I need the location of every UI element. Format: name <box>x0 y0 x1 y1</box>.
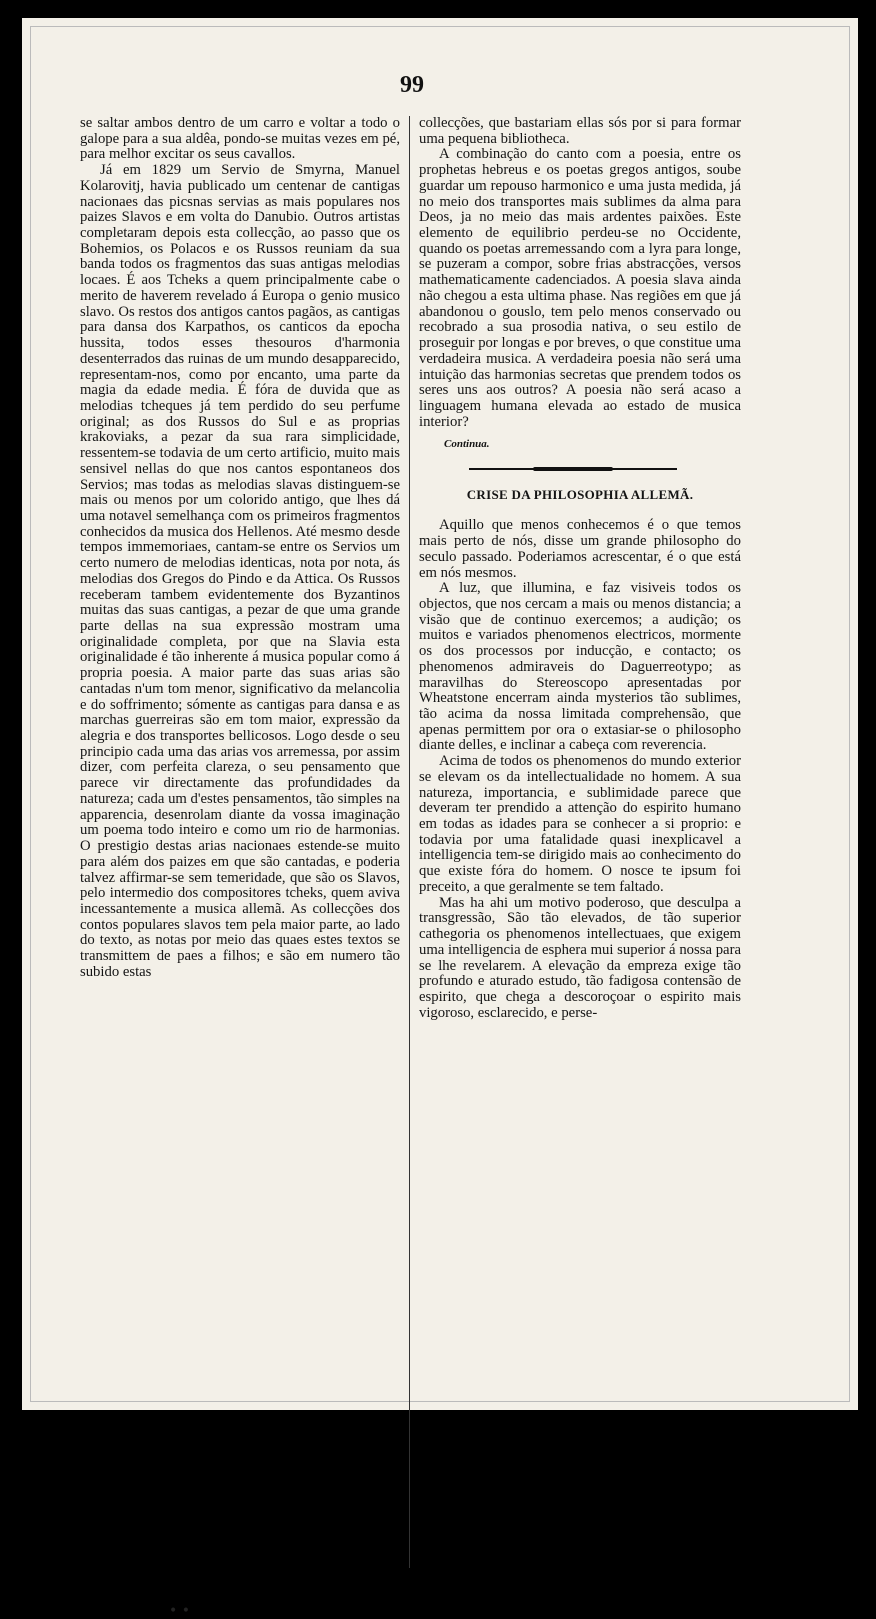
newspaper-page <box>22 18 858 1619</box>
section-paragraph-4: Mas ha ahi um motivo poderoso, que desculpa a transgressão, São tão elevados, de tão superior cathegoria os phenomenos intellectuaes, que exigem uma intelligencia de esphera mui superior á nossa para se lhe revelarem. A elevação da empreza exige tão profundo e aturado estudo, tão fadigosa contensão de espirito, que chega a descoroçoar o espirito mais vigoroso, esclarecido, e perse- <box>419 894 741 1021</box>
right-column <box>419 116 741 1021</box>
left-column <box>80 116 400 981</box>
right-paragraph-2: A combinação do canto com a poesia, entre os prophetas hebreus e os poetas gregos antigos, soube guardar um repouso harmonico e uma justa medida, já no meio dos transportes mais sublimes da alma para Deos, ja no meio das mais ardentes paixões. Este elemento de equilibrio perdeu-se no Occidente, quando os poetas arremessando com a lyra para longe, se puzeram a compor, sobre frias abstracções, versos mathematicamente cadenciados. A poesia slava ainda não chegou a esta ultima phase. Nas regiões em que já abandonou o gouslo, tem pelo menos conservado ou recobrado a sua prosodia nativa, o seu estilo de proseguir por longas e por breves, o que constitue uma verdadeira musica. A verdadeira poesia não será uma intuição das harmonias secretas que prendem todos os seres uns aos outros? A poesia não será acaso a linguagem humana elevada ao estado de musica interior? <box>419 146 741 430</box>
section-paragraph-2: A luz, que illumina, e faz visiveis todos os objectos, que nos cercam a mais ou menos distancia; a visão que de continuo exercemos; a audição; os muitos e variados phenomenos electricos, mormente os dos processos por inducção, e contacto; os phenomenos admiraveis do Daguerreotypo; as maravilhas do Stereoscopo apresentadas por Wheatstone encerram ainda mysterios tão sublimes, tão acima da nossa limitada comprehensão, que apenas permittem por ora o extasiar-se o philosopho diante delles, e inclinar a cabeça com reverencia. <box>419 580 741 754</box>
right-paragraph-1: collecções, que bastariam ellas sós por si para formar uma pequena bibliotheca. <box>419 115 741 147</box>
left-paragraph-2: Já em 1829 um Servio de Smyrna, Manuel Kolarovitj, havia publicado um centenar de cantigas nacionaes das picsnas servias as mais populares nos paizes Slavos e em volta do Danubio. Outros artistas completaram depois esta collecção, ao passo que os Bohemios, os Polacos e os Russos reuniam da sua banda todos os fragmentos das suas antigas melodias locaes. É aos Tcheks a quem principalmente cabe o merito de haverem revelado á Europa o genio musico slavo. Os restos dos antigos cantos pagãos, as cantigas para dansa dos Karpathos, os canticos da epocha hussita, todos esses thesouros d'harmonia desenterrados das ruinas de um mundo desapparecido, representam-nos, como por encanto, uma parte da magia da edade media. É fóra de duvida que as melodias tcheques já tem perdido do seu perfume original; as dos Russos do Sul e as proprias krakoviaks, a pezar da sua rara simplicidade, ressentem-se todavia de um certo artificio, muito mais sensivel nellas do que nos cantos espontaneos dos Servios; mas todas as melodias slavas distinguem-se mais ou menos por um colorido antigo, que lhes dá uma notavel semelhança com os primeiros fragmentos conhecidos da musica dos Hellenos. Até mesmo desde tempos immemoriaes, cantam-se entre os Servios um certo numero de melodias identicas, nota por nota, ás melodias dos Gregos do Pindo e da Attica. Os Russos receberam tambem evidentemente dos Byzantinos muitas das suas cantigas, a pezar de que uma grande parte dellas na sua expressão mostram uma originalidade completa, por que na Slavia esta originalidade é tão inherente á musica popular como á propria poesia. A maior parte das suas arias são cantadas n'um tom menor, significativo da melancolia e do soffrimento; sómente as cantigas para dansa e as marchas guerreiras são em tom maior, expressão da alegria e dos transportes bellicosos. Logo desde o seu principio cada uma das arias vos arremessa, por assim dizer, com perfeita clareza, o seu pensamento que parece vir directamente das profundidades da natureza; cada um d'estes pensamentos, tão simples na apparencia, desenrolam diante da vossa imaginação um poema todo inteiro e como um rio de harmonias. O prestigio destas arias nacionaes estende-se muito para além dos paizes em que são cantadas, e poderia talvez affirmar-se sem temeridade, que são os Slavos, pelo intermedio dos compositores tcheks, quem aviva incessantemente a musica allemã. As collecções dos contos populares slavos tem pela maior parte, ao lado do texto, as notas por meio das quaes estes textos se transmittem de paes a filhos; e são em numero tão subido estas <box>80 162 400 980</box>
section-separator-rule <box>469 466 677 472</box>
section-paragraph-1: Aquillo que menos conhecemos é o que temos mais perto de nós, disse um grande philosopho do seculo passado. Poderiamos acrescentar, é o que está em nós mesmos. <box>419 517 741 581</box>
continua-note: Continua. <box>444 438 490 451</box>
left-paragraph-1: se saltar ambos dentro de um carro e voltar a todo o galope para a sua aldêa, pondo-se muitas vezes em pé, para melhor excitar os seus cavallos. <box>80 115 400 163</box>
section-title: CRISE DA PHILOSOPHIA ALLEMÃ. <box>466 487 694 503</box>
signature-mark: • • <box>169 1603 190 1619</box>
section-paragraph-3: Acima de todos os phenomenos do mundo exterior se elevam os da intellectualidade no homem. A sua natureza, importancia, e sublimidade parece que deveram ter prendido a attenção do espirito humano em todas as idades para se conhecer a si proprio: e todavia por uma fatalidade quasi inexplicavel a intelligencia tem-se dirigido mais ao conhecimento do que existe fóra do homem. O nosce te ipsum foi preceito, a que geralmente se tem faltado. <box>419 753 741 895</box>
page-number: 99 <box>400 72 424 98</box>
column-divider <box>409 116 410 1568</box>
